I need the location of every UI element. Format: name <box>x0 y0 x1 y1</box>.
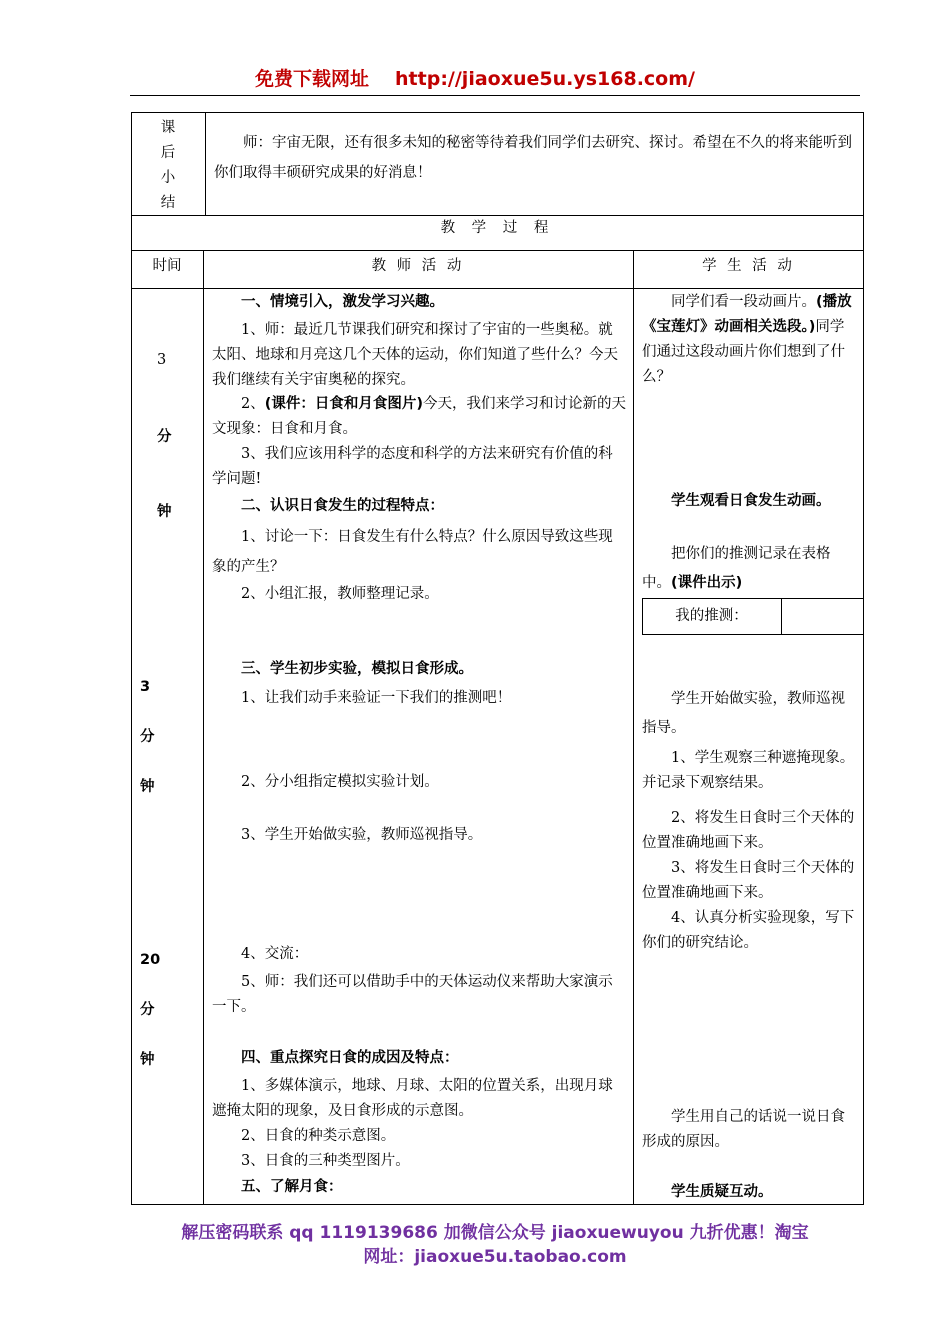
summary-label-char: 后 <box>160 145 176 161</box>
footer-line-2[interactable]: 网址：jiaoxue5u.taobao.com <box>363 1247 627 1267</box>
teacher-step-4-2: 2、日食的种类示意图。 <box>241 1128 396 1144</box>
time-column-divider <box>203 250 204 1205</box>
student-step-5: 1、学生观察三种遮掩现象。并记录下观察结果。 <box>642 750 855 791</box>
time-mark-number: 3 <box>140 679 151 695</box>
teacher-step-3-5: 5、师：我们还可以借助手中的天体运动仪来帮助大家演示一下。 <box>212 974 613 1015</box>
animation-note: (播放《宝莲灯》动画相关选段。) <box>642 294 852 335</box>
teacher-step-1-1: 1、师：最近几节课我们研究和探讨了宇宙的一些奥秘。就太阳、地球和月亮这几个天体的运动，你们知道了些什么？今天我们继续有关宇宙奥秘的探究。 <box>212 322 618 388</box>
time-mark-unit: 分 <box>157 429 172 445</box>
time-mark-unit: 分 <box>140 1002 155 1018</box>
time-column-header: 时间 <box>152 258 182 274</box>
teacher-step-4-1: 1、多媒体演示，地球、月球、太阳的位置关系，出现月球遮掩太阳的现象，及日食形成的示意图。 <box>212 1078 613 1119</box>
teacher-section-5-title: 五、了解月食： <box>241 1179 343 1195</box>
download-label: 免费下载网址 <box>255 68 370 90</box>
teacher-section-4-title: 四、重点探究日食的成因及特点： <box>241 1050 459 1066</box>
student-column-divider <box>633 250 634 1205</box>
teacher-step-1-2: 2、(课件：日食和月食图片)今天，我们来学习和讨论新的天文现象：日食和月食。 <box>212 396 626 437</box>
footer-line-1: 解压密码联系 qq 1119139686 加微信公众号 jiaoxuewuyou 九折优惠！淘宝 <box>181 1223 809 1243</box>
time-mark-unit: 钟 <box>140 1052 155 1068</box>
teacher-column-header: 教 师 活 动 <box>371 258 465 274</box>
student-step-2: 学生观看日食发生动画。 <box>671 493 831 509</box>
student-step-10: 学生质疑互动。 <box>671 1184 773 1200</box>
download-header <box>0 64 950 91</box>
teacher-section-3-title: 三、学生初步实验，模拟日食形成。 <box>241 661 473 677</box>
process-header-rule <box>131 288 864 289</box>
time-mark-number: 3 <box>157 352 167 368</box>
student-step-3: 把你们的推测记录在表格中。(课件出示) <box>642 546 831 591</box>
time-mark-unit: 钟 <box>140 779 155 795</box>
process-title: 教 学 过 程 <box>440 220 555 236</box>
courseware-display-note: (课件出示) <box>671 575 743 591</box>
student-step-8: 4、认真分析实验现象，写下你们的研究结论。 <box>642 910 855 951</box>
guess-record-divider <box>781 598 782 635</box>
teacher-step-2-1: 1、讨论一下：日食发生有什么特点？什么原因导致这些现象的产生？ <box>212 529 613 575</box>
teacher-step-4-3: 3、日食的三种类型图片。 <box>241 1153 410 1169</box>
guess-record-label: 我的推测： <box>675 608 748 624</box>
student-step-7: 3、将发生日食时三个天体的位置准确地画下来。 <box>642 860 855 901</box>
download-url-link[interactable]: http://jiaoxue5u.ys168.com/ <box>395 68 695 90</box>
student-step-6: 2、将发生日食时三个天体的位置准确地画下来。 <box>642 810 855 851</box>
teacher-step-3-1: 1、让我们动手来验证一下我们的推测吧！ <box>241 690 512 706</box>
time-mark-unit: 分 <box>140 729 155 745</box>
header-rule <box>130 95 860 96</box>
teacher-step-3-4: 4、交流： <box>241 946 309 962</box>
summary-label-char: 课 <box>160 120 176 136</box>
summary-divider <box>205 112 206 216</box>
summary-text: 师：宇宙无限，还有很多未知的秘密等待着我们同学们去研究、探讨。希望在不久的将来能听到你们取得丰硕研究成果的好消息！ <box>214 135 852 181</box>
student-step-1: 同学们看一段动画片。(播放《宝莲灯》动画相关选段。)同学们通过这段动画片你们想到了什么？ <box>642 294 852 385</box>
process-title-rule <box>131 250 864 251</box>
student-column-header: 学 生 活 动 <box>702 258 795 274</box>
teacher-step-3-2: 2、分小组指定模拟实验计划。 <box>241 774 439 790</box>
courseware-note: (课件：日食和月食图片) <box>264 396 423 412</box>
teacher-step-1-3: 3、我们应该用科学的态度和科学的方法来研究有价值的科学问题! <box>212 446 613 487</box>
teacher-section-1-title: 一、情境引入，激发学习兴趣。 <box>241 294 444 310</box>
summary-label-char: 结 <box>160 195 176 211</box>
teacher-step-3-3: 3、学生开始做实验，教师巡视指导。 <box>241 827 483 843</box>
teacher-section-2-title: 二、认识日食发生的过程特点： <box>241 498 444 514</box>
student-step-4: 学生开始做实验，教师巡视指导。 <box>642 691 845 736</box>
student-step-9: 学生用自己的话说一说日食形成的原因。 <box>642 1109 845 1150</box>
time-mark-number: 20 <box>140 952 161 968</box>
time-mark-unit: 钟 <box>157 504 172 520</box>
summary-label <box>131 116 205 216</box>
teacher-step-2-2: 2、小组汇报，教师整理记录。 <box>241 586 439 602</box>
summary-label-char: 小 <box>160 170 176 186</box>
